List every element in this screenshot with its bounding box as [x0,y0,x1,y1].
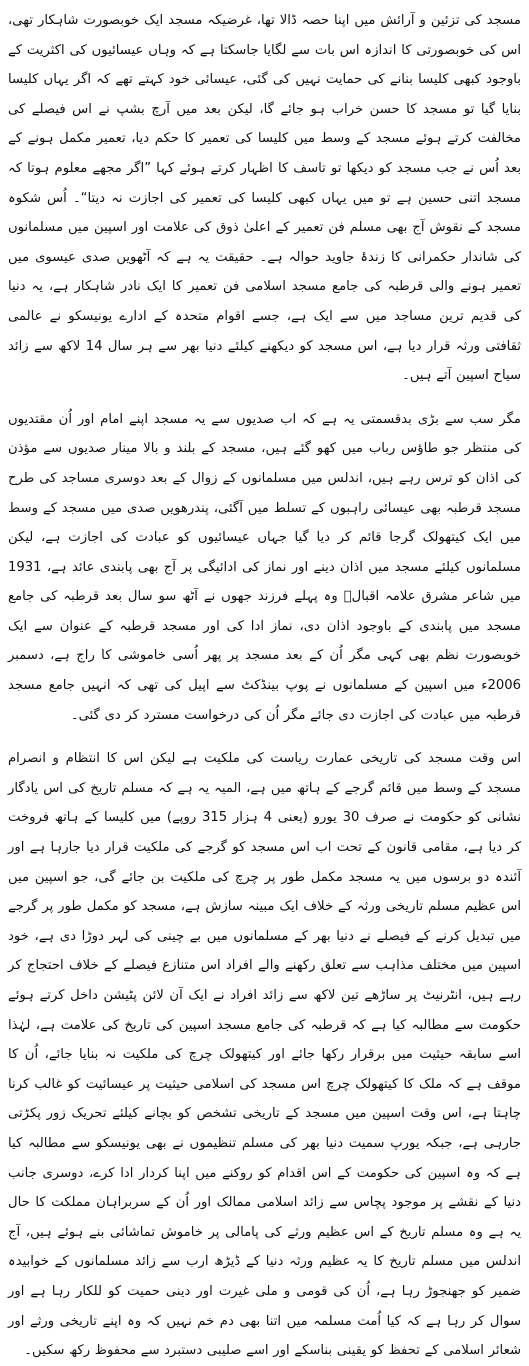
article-paragraph-1: مسجد کی تزئین و آرائش میں اپنا حصہ ڈالا تھا، غرضیکہ مسجد ایک خوبصورت شاہکار تھی، اس کی خوبصورتی کا اندازہ اس بات سے لگایا جاسکتا ہے کہ وہاں عیسائیوں کی اکثریت کے باوجود کبھی کلیسا بنانے کی حمایت نہیں کی گئی، عیسائی خود کہتے تھے کہ اگر یہاں کلیسا بنایا گیا تو مسجد کا حسن خراب ہو جائے گا، لیکن بعد میں آرچ بشپ نے اس فیصلے کی مخالفت کرتے ہوئے مسجد کے وسط میں کلیسا کی تعمیر کا حکم دیا، تعمیر مکمل ہونے کے بعد اُس نے جب مسجد کو دیکھا تو تاسف کا اظہار کرتے ہوئے کہا ”اگر مجھے معلوم ہوتا کہ مسجد اتنی حسین ہے تو میں یہاں کبھی کلیسا کی تعمیر کی اجازت نہ دیتا“۔ اُس شکوہ مسجد کے نقوش آج بھی مسلم فن تعمیر کے اعلیٰ ذوق کی علامت اور اسپین میں مسلمانوں کی شاندار حکمرانی کا زندۂ جاوید حوالہ ہے۔ حقیقت یہ ہے کہ آٹھویں صدی عیسوی میں تعمیر ہونے والی قرطبہ کی جامع مسجد اسلامی فن تعمیر کا ایک نادر شاہکار ہے، یہ دنیا کی قدیم ترین مساجد میں سے ایک ہے، جسے اقوام متحدہ کے ادارے یونیسکو نے عالمی ثقافتی ورثہ قرار دیا ہے، اس مسجد کو دیکھنے کیلئے دنیا بھر سے ہر سال 14 لاکھ سے زائد سیاح اسپین آتے ہیں۔ [8,13,521,384]
article-paragraph-2: مگر سب سے بڑی بدقسمتی یہ ہے کہ اب صدیوں سے یہ مسجد اپنے امام اور اُن مقتدیوں کی منتظر جو طاؤس رباب میں کھو گئے ہیں، مسجد کے بلند و بالا مینار صدیوں سے مؤذن کی اذان کو ترس رہے ہیں، اندلس میں مسلمانوں کے زوال کے بعد دوسری مساجد کی طرح مسجد قرطبہ بھی عیسائی راہبوں کے تسلط میں آگئی، پندرھویں صدی میں مسجد کے وسط میں ایک کیتھولک گرجا قائم کر دیا گیا جہاں عیسائیوں کو عبادت کی اجازت ہے، لیکن مسلمانوں کیلئے مسجد میں اذان دینے اور نماز کی ادائیگی پر آج بھی پابندی عائد ہے، 1931 میں شاعر مشرق علامہ اقبالؒ وہ پہلے فرزند جھوں نے آٹھ سو سال بعد قرطبہ کی جامع مسجد میں پابندی کے باوجود اذان دی، نماز ادا کی اور مسجد قرطبہ کے عنوان سے ایک خوبصورت نظم بھی کہی مگر اُن کے بعد مسجد پر پھر اُسی خاموشی کا راج ہے، دسمبر 2006ء میں اسپین کے مسلمانوں نے پوپ بینڈکٹ سے اپیل کی تھی کہ انہیں جامع مسجد قرطبہ میں عبادت کی اجازت دی جائے مگر اُن کی درخواست مسترد کر دی گئی۔ [8,411,521,723]
article-paragraph-3: اس وقت مسجد کی تاریخی عمارت ریاست کی ملکیت ہے لیکن اس کا انتظام و انصرام مسجد کے وسط میں قائم گرجے کے ہاتھ میں ہے، المیہ یہ ہے کہ مسلم تاریخ کی اس یادگار نشانی کو حکومت نے صرف 30 یورو (یعنی 4 ہزار 315 روپے) میں کلیسا کے ہاتھ فروخت کر دیا ہے، مقامی قانون کے تحت اب اس مسجد کو گرجے کی ملکیت قرار دیا جارہا ہے اور آئندہ دو برسوں میں یہ مسجد مکمل طور پر چرچ کی ملکیت بن جائے گی، جو اسپین میں اس عظیم مسلم تاریخی ورثہ کے خلاف ایک مبینہ سازش ہے، مسجد کو مکمل طور پر گرجے میں تبدیل کرنے کے فیصلے نے دنیا بھر کے مسلمانوں میں بے چینی کی لہر دوڑا دی ہے، خود اسپین میں مختلف مذاہب سے تعلق رکھنے والے افراد اس متنازع فیصلے کے خلاف احتجاج کر رہے ہیں، انٹرنیٹ پر ساڑھے تین لاکھ سے زائد افراد نے ایک آن لائن پٹیشن داخل کرتے ہوئے حکومت سے مطالبہ کیا ہے کہ قرطبہ کی جامع مسجد اسپین کی تاریخ کی علامت ہے، لہٰذا اسے سابقہ حیثیت میں برقرار رکھا جائے اور کیتھولک چرچ کی ملکیت نہ بنایا جائے، اُن کا موقف ہے کہ ملک کا کیتھولک چرچ اس مسجد کی اسلامی حیثیت پر عیسائیت کو غالب کرنا چاہتا ہے، اس وقت اسپین میں مسجد کے تاریخی تشخص کو بچانے کیلئے تحریک زور پکڑتی جارہی ہے، جبکہ یورپ سمیت دنیا بھر کی مسلم تنظیموں نے بھی یونیسکو سے مطالبہ کیا ہے کہ وہ اسپین کی حکومت کے اس اقدام کو روکنے میں اپنا کردار ادا کرے، دوسری جانب دنیا کے نقشے پر موجود پچاس سے زائد اسلامی ممالک اور اُن کے سربراہان مملکت کا حال یہ ہے وہ مسلم تاریخ کے اس عظیم ورثے کی پامالی پر خاموش تماشائی بنے ہوئے ہیں، آج اندلس میں مسلم تاریخ کا یہ عظیم ورثہ دنیا کے ڈیڑھ ارب سے زائد مسلمانوں کے خوابیدہ ضمیر کو جھنجوڑ رہا ہے، اُن کی قومی و ملی غیرت اور دینی حمیت کو للکار رہا ہے اور سوال کر رہا ہے کہ کیا اُمت مسلمہ میں اتنا بھی دم خم نہیں کہ وہ اپنے تاریخی ورثے اور شعائر اسلامی کے تحفظ کو یقینی بناسکے اور اسے صلیبی دستبرد سے محفوظ رکھ سکیں۔ [8,751,522,1359]
